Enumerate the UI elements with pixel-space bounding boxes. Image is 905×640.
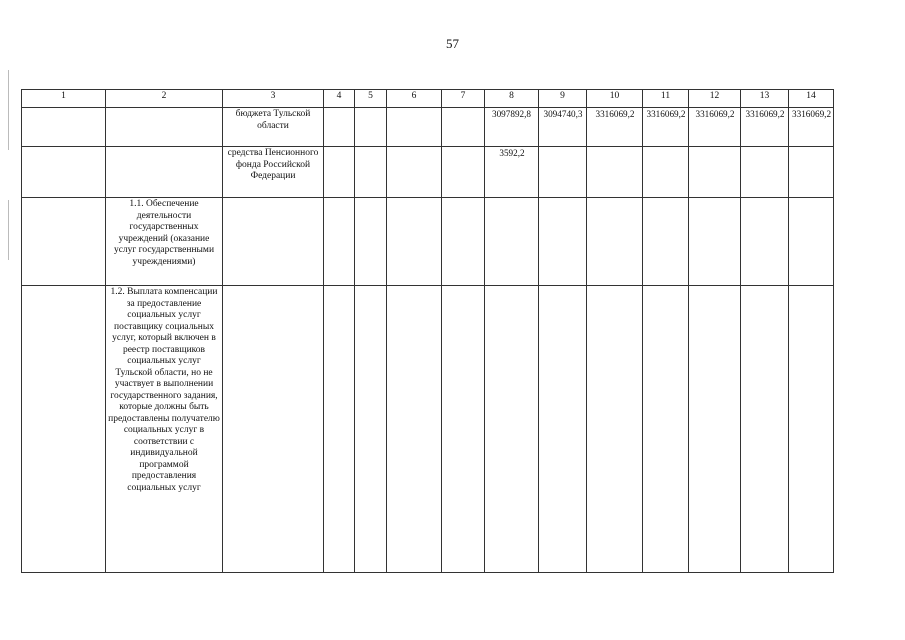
table-cell [387, 108, 442, 147]
column-number: 6 [387, 90, 442, 108]
column-number: 11 [643, 90, 689, 108]
table-cell [485, 286, 539, 573]
table-row [22, 108, 834, 147]
amount-cell [741, 147, 789, 198]
table-cell [539, 198, 587, 286]
column-number: 5 [355, 90, 387, 108]
amount-cell: 3094740,3 [539, 108, 587, 147]
table-cell [741, 286, 789, 573]
amount-cell: 3592,2 [485, 147, 539, 198]
table-row [22, 147, 834, 198]
amount-cell [587, 147, 643, 198]
table-cell [387, 286, 442, 573]
table-cell [689, 286, 741, 573]
table-cell [324, 198, 355, 286]
column-number: 9 [539, 90, 587, 108]
amount-cell: 3316069,2 [741, 108, 789, 147]
table-cell [789, 286, 834, 573]
table-cell [324, 147, 355, 198]
table-row [22, 286, 834, 573]
table-cell [355, 198, 387, 286]
table-cell [223, 286, 324, 573]
amount-cell: 3316069,2 [643, 108, 689, 147]
column-number: 12 [689, 90, 741, 108]
table-cell [643, 286, 689, 573]
column-number: 8 [485, 90, 539, 108]
table-cell [539, 286, 587, 573]
funding-source-cell: средства Пенсионного фонда Российской Федерации [223, 147, 324, 198]
page-number: 57 [446, 36, 459, 51]
table-cell [324, 108, 355, 147]
amount-cell: 3097892,8 [485, 108, 539, 147]
amount-cell [789, 147, 834, 198]
table-cell [355, 147, 387, 198]
table-cell [106, 108, 223, 147]
table-cell [223, 198, 324, 286]
amount-cell [643, 147, 689, 198]
table-row [22, 198, 834, 286]
column-number: 1 [22, 90, 106, 108]
table-cell [789, 198, 834, 286]
table-cell [355, 108, 387, 147]
table-cell [22, 198, 106, 286]
measure-name-cell: 1.2. Выплата компенсации за предоставление социальных услуг поставщику социальных услуг, который включен в реестр поставщиков социальных услуг Тульской области, но не участвует в выполнении государственного задания, которые должны быть предоставлены получателю социальных услуг в соответствии с индивидуальной программой предоставления социальных услуг [106, 286, 223, 573]
amount-cell: 3316069,2 [789, 108, 834, 147]
table-cell [587, 286, 643, 573]
column-number: 3 [223, 90, 324, 108]
table-cell [324, 286, 355, 573]
table-cell [442, 198, 485, 286]
column-number: 13 [741, 90, 789, 108]
amount-cell: 3316069,2 [587, 108, 643, 147]
table-cell [22, 108, 106, 147]
table-cell [22, 147, 106, 198]
table-cell [442, 108, 485, 147]
table-cell [106, 147, 223, 198]
column-number-row [22, 90, 834, 108]
table-cell [643, 198, 689, 286]
scan-margin-mark [8, 70, 9, 150]
table-cell [689, 198, 741, 286]
table-cell [355, 286, 387, 573]
column-number: 2 [106, 90, 223, 108]
amount-cell [539, 147, 587, 198]
column-number: 7 [442, 90, 485, 108]
table-cell [22, 286, 106, 573]
column-number: 14 [789, 90, 834, 108]
table-cell [442, 286, 485, 573]
funding-source-cell: бюджета Тульской области [223, 108, 324, 147]
column-number: 4 [324, 90, 355, 108]
column-number: 10 [587, 90, 643, 108]
budget-table [21, 89, 834, 573]
amount-cell [689, 147, 741, 198]
amount-cell: 3316069,2 [689, 108, 741, 147]
table-cell [587, 198, 643, 286]
scan-margin-mark [8, 200, 9, 260]
table-cell [741, 198, 789, 286]
table-cell [387, 147, 442, 198]
measure-name-cell: 1.1. Обеспечение деятельности государственных учреждений (оказание услуг государственными учреждениями) [106, 198, 223, 286]
table-cell [442, 147, 485, 198]
table-cell [387, 198, 442, 286]
table-cell [485, 198, 539, 286]
